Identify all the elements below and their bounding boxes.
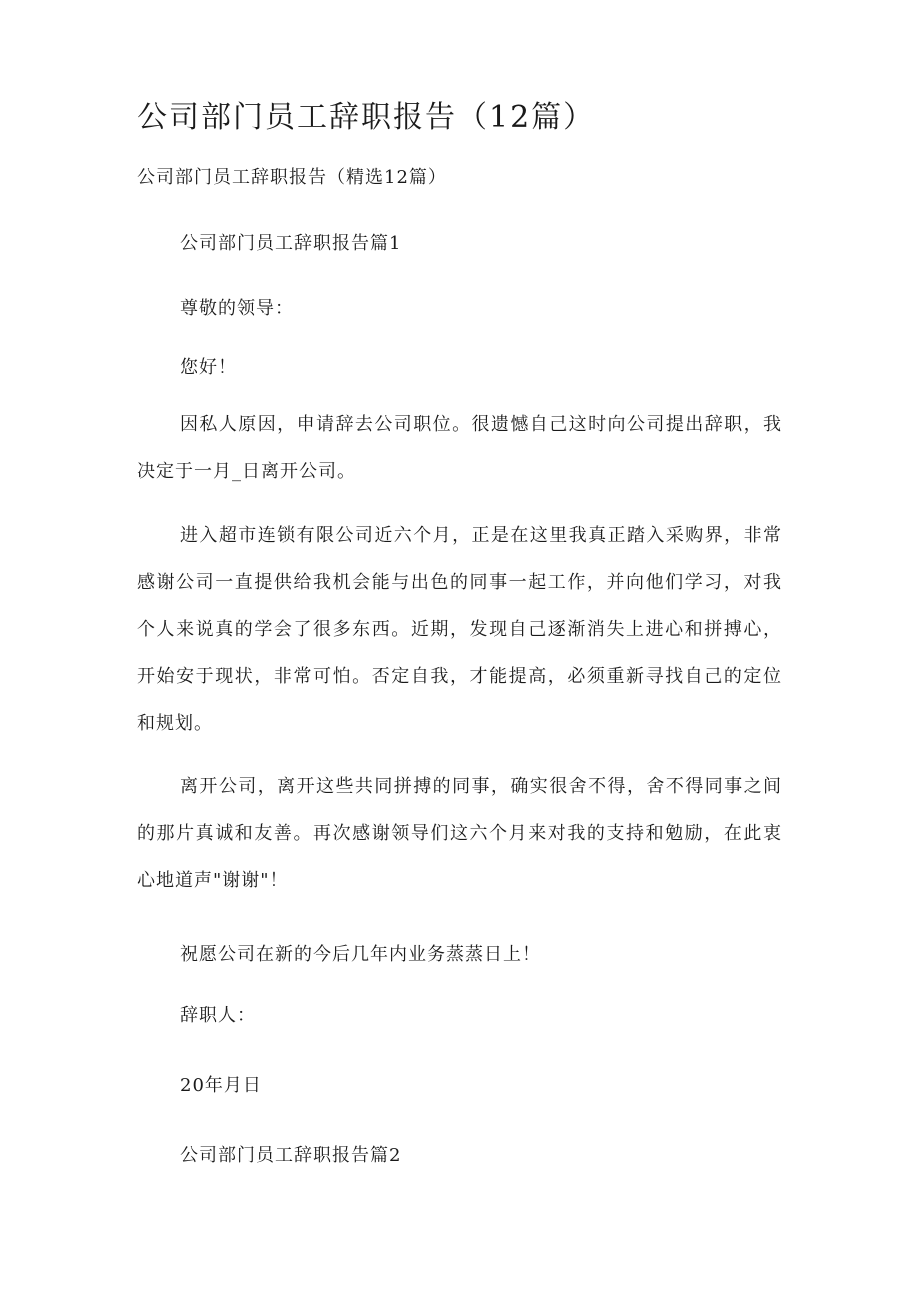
salutation: 尊敬的领导： — [180, 298, 294, 319]
document-subtitle: 公司部门员工辞职报告（精选12篇） — [137, 167, 447, 188]
paragraph-thanks: 离开公司，离开这些共同拼搏的同事，确实很舍不得，舍不得同事之间的那片真诚和友善。再次感谢领导们这六个月来对我的支持和勉励，在此衷心地道声"谢谢"！ — [137, 776, 782, 891]
closing-wish: 祝愿公司在新的今后几年内业务蒸蒸日上！ — [180, 944, 541, 965]
paragraph-reason: 因私人原因，申请辞去公司职位。很遗憾自己这时向公司提出辞职，我决定于一月_日离开公司。 — [137, 414, 782, 482]
section-heading-1: 公司部门员工辞职报告篇1 — [180, 233, 402, 254]
greeting: 您好！ — [180, 357, 237, 378]
signature-date: 20年月日 — [180, 1075, 262, 1096]
document-title: 公司部门员工辞职报告（12篇） — [137, 100, 596, 135]
signature-label: 辞职人： — [180, 1005, 256, 1026]
paragraph-experience: 进入超市连锁有限公司近六个月，正是在这里我真正踏入采购界，非常感谢公司一直提供给我机会能与出色的同事一起工作，并向他们学习，对我个人来说真的学会了很多东西。近期，发现自己逐渐消失上进心和拼搏心，开始安于现状，非常可怕。否定自我，才能提高，必须重新寻找自己的定位和规划。 — [137, 525, 782, 734]
section-heading-2: 公司部门员工辞职报告篇2 — [180, 1145, 402, 1166]
